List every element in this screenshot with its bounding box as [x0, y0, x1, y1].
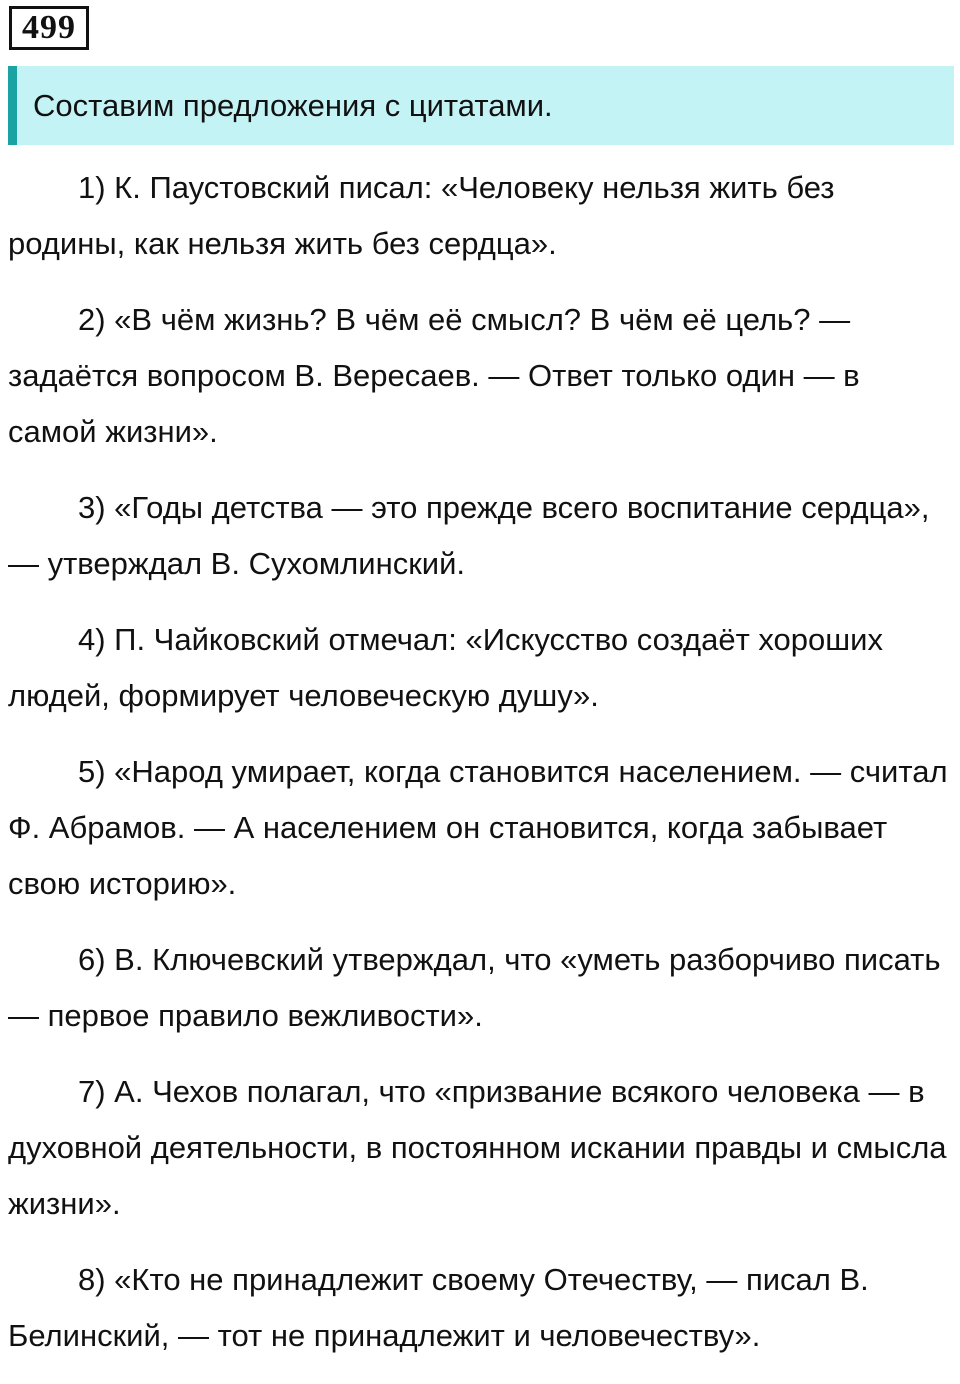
sentence-3: 3) «Годы детства — это прежде всего воспитание сердца», — утверждал В. Сухомлинский. [8, 490, 930, 581]
sentence-5: 5) «Народ умирает, когда становится населением. — считал Ф. Абрамов. — А населением он становится, когда забывает свою историю». [8, 754, 948, 901]
task-heading-band [8, 66, 954, 145]
sentence-4: 4) П. Чайковский отмечал: «Искусство создаёт хороших людей, формирует человеческую душу». [8, 622, 883, 713]
sentence-2: 2) «В чём жизнь? В чём её смысл? В чём её цель? — задаётся вопросом В. Вересаев. — Ответ только один — в самой жизни». [8, 302, 860, 449]
sentence-8: 8) «Кто не принадлежит своему Отечеству, — писал В. Белинский, — тот не принадлежит и человечеству». [8, 1262, 869, 1353]
sentence-7: 7) А. Чехов полагал, что «призвание всякого человека — в духовной деятельности, в постоянном искании правды и смысла жизни». [8, 1074, 947, 1221]
task-number-badge: 499 [9, 6, 89, 50]
sentence-1: 1) К. Паустовский писал: «Человеку нельзя жить без родины, как нельзя жить без сердца». [8, 170, 835, 261]
answer-content [8, 160, 956, 1384]
task-heading-text: Составим предложения с цитатами. [33, 88, 553, 123]
sentence-6: 6) В. Ключевский утверждал, что «уметь разборчиво писать — первое правило вежливости». [8, 942, 941, 1033]
